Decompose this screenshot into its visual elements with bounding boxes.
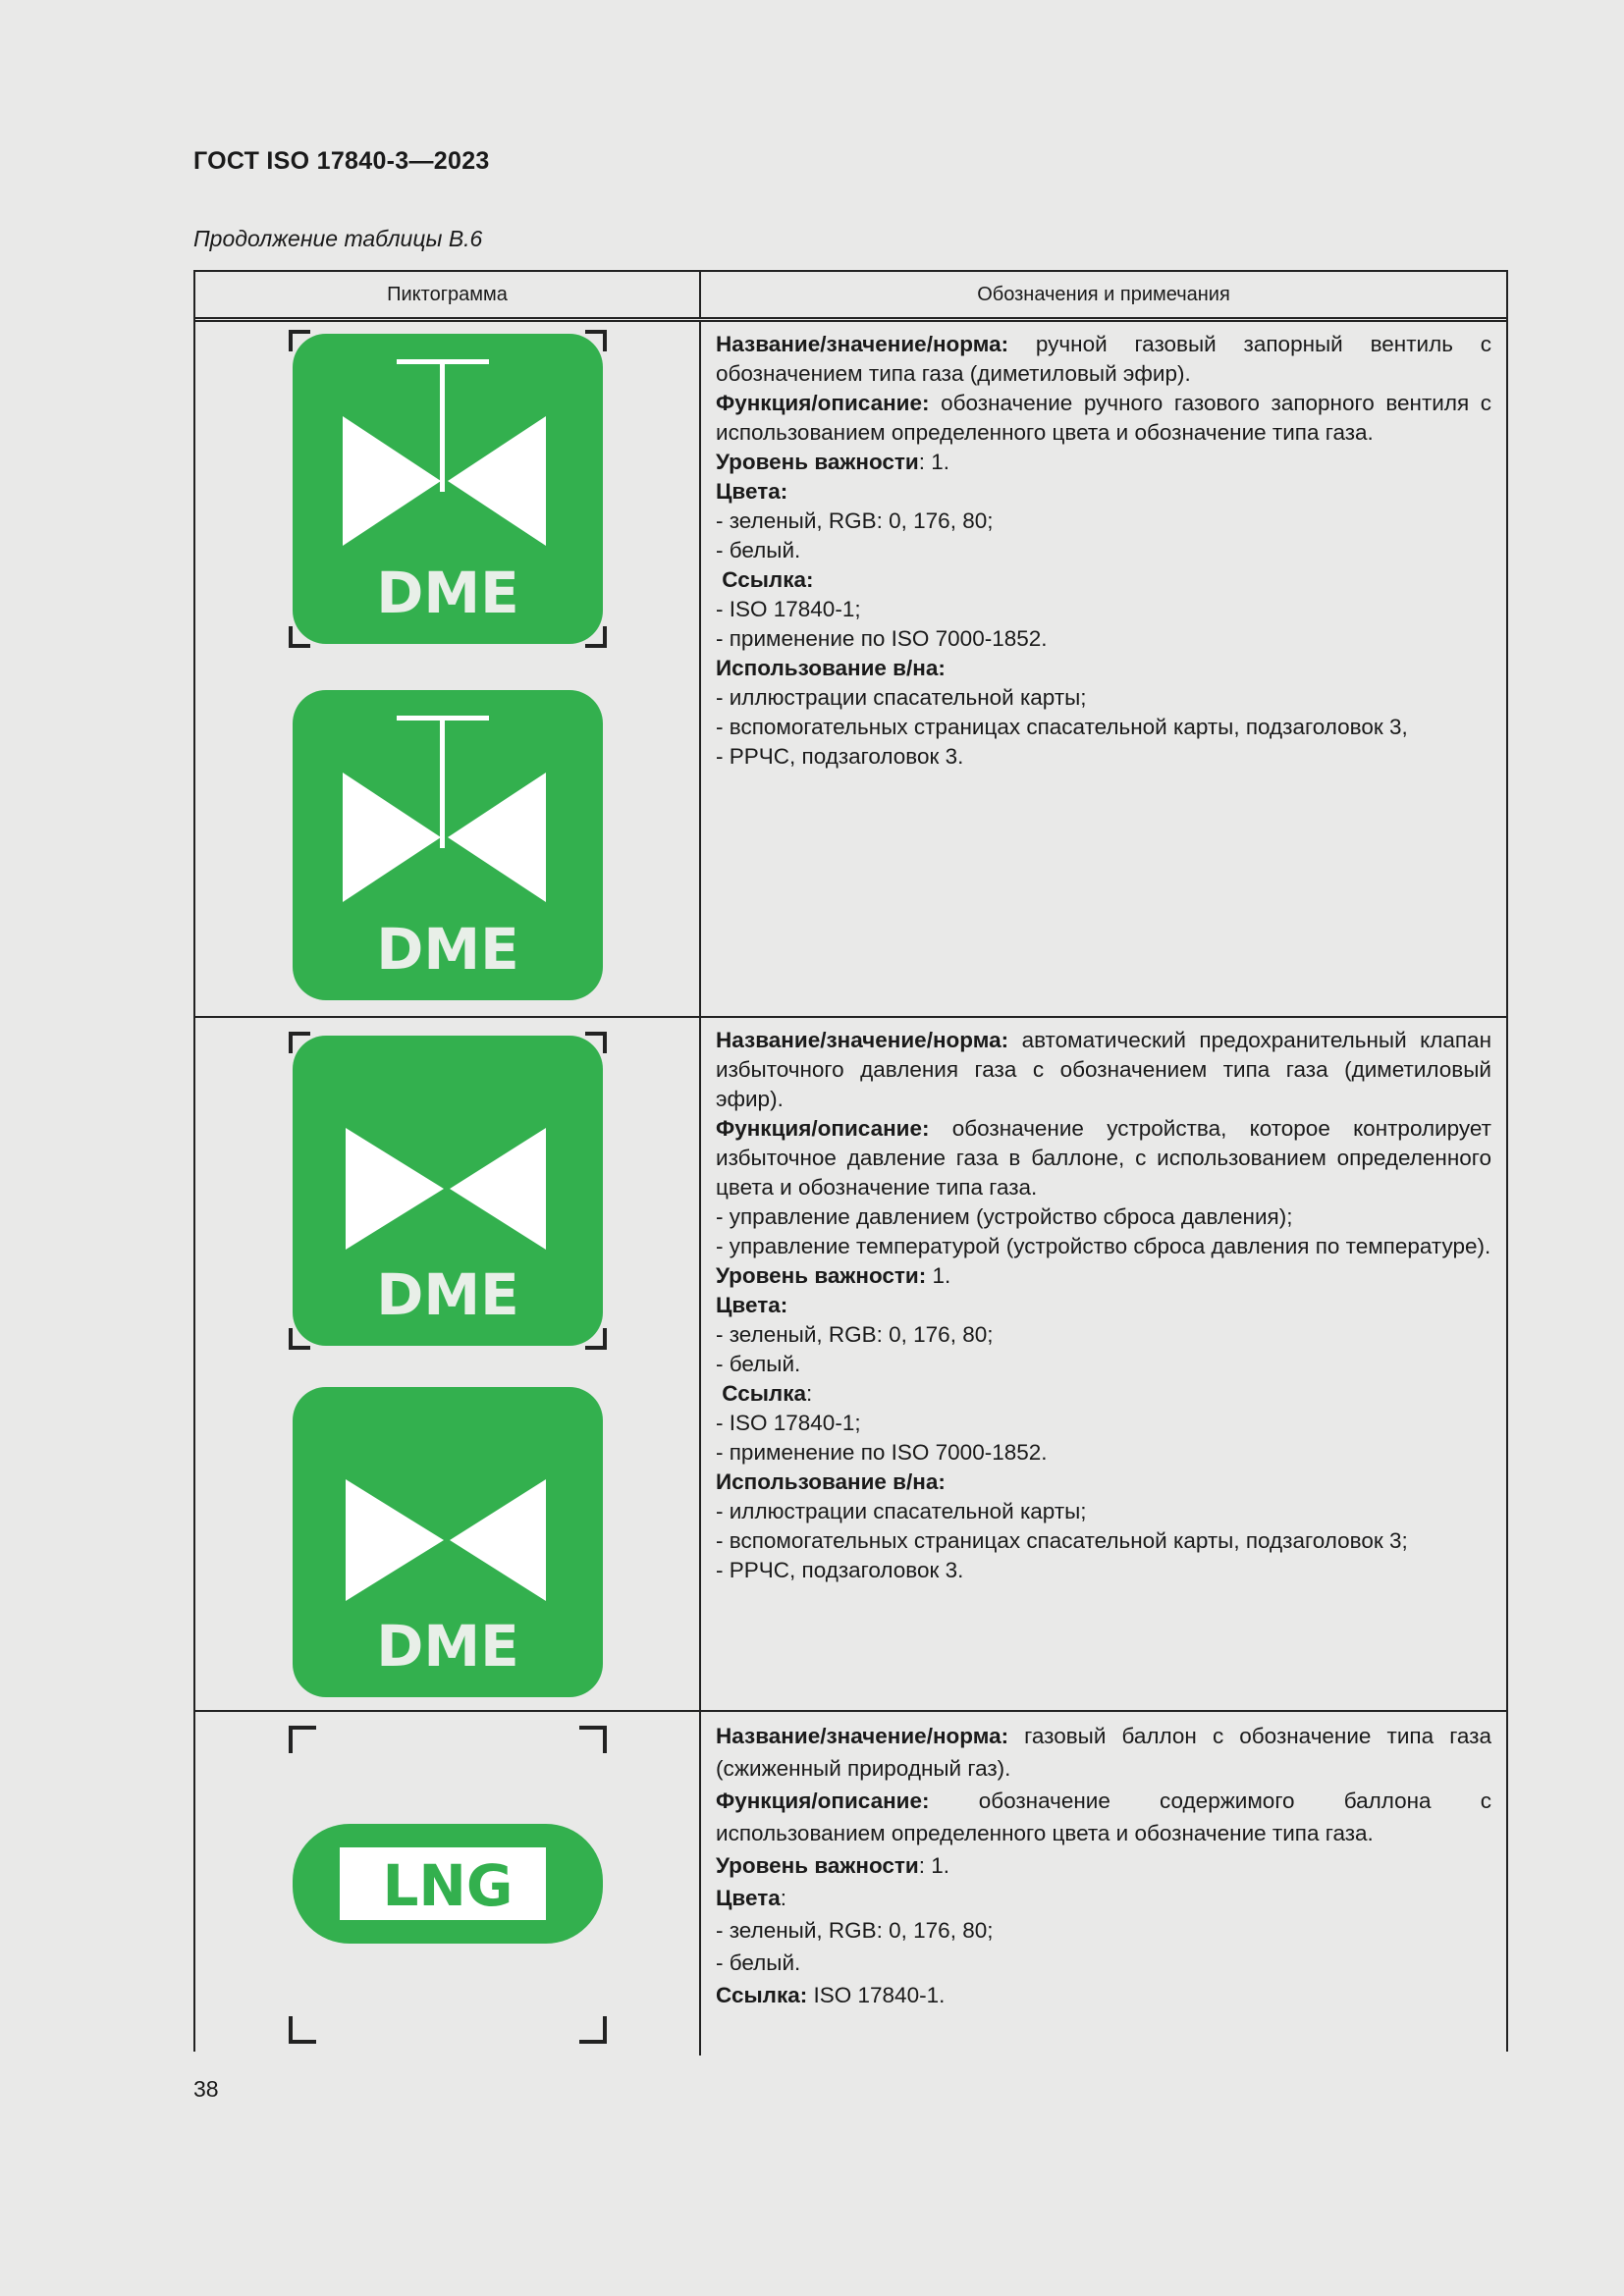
- colors-label: Цвета: [716, 1886, 781, 1910]
- colors-label: Цвета:: [716, 1293, 788, 1317]
- gas-cylinder-icon: [289, 1726, 607, 2044]
- reference-label: Ссылка: [716, 1381, 806, 1406]
- name-label: Название/значение/норма:: [716, 332, 1009, 356]
- reference-label: Ссылка:: [716, 567, 814, 592]
- table-row: [195, 1712, 1506, 2056]
- table-caption: Продолжение таблицы В.6: [193, 226, 483, 251]
- name-text: автоматический предохранительный клапан избыточного давления газа с обозначением типа газа (диметиловый эфир).: [716, 1028, 1491, 1111]
- pictogram-label: LNG: [382, 1852, 514, 1919]
- level-text: 1.: [926, 1263, 951, 1288]
- reference-item: - применение по ISO 7000-1852.: [716, 626, 1048, 651]
- function-text: обозначение устройства, которое контролирует избыточное давление газа в баллоне, с использованием определенного цвета и обозначение типа газа.: [716, 1116, 1491, 1200]
- notes-cell: [701, 322, 1506, 1016]
- column-header-notes: Обозначения и примечания: [977, 283, 1230, 305]
- reference-item: - применение по ISO 7000-1852.: [716, 1440, 1048, 1465]
- name-label: Название/значение/норма:: [716, 1028, 1009, 1052]
- table-row: [195, 322, 1506, 1018]
- pictogram-label: DME: [376, 1613, 519, 1680]
- manual-valve-icon: [289, 330, 607, 648]
- list-item: - управление давлением (устройство сброса давления);: [716, 1204, 1293, 1229]
- name-label: Название/значение/норма:: [716, 1724, 1009, 1748]
- pictogram-cell: [195, 1018, 701, 1710]
- document-header: ГОСТ ISO 17840-3—2023: [193, 147, 490, 175]
- color-item: - белый.: [716, 538, 801, 562]
- function-label: Функция/описание:: [716, 1789, 930, 1813]
- usage-item: - вспомогательных страницах спасательной карты, подзаголовок 3,: [716, 715, 1408, 739]
- column-header-pictogram: Пиктограмма: [195, 272, 701, 317]
- name-text: ручной газовый запорный вентиль с обозначением типа газа (диметиловый эфир).: [716, 332, 1491, 386]
- color-item: - белый.: [716, 1950, 801, 1975]
- notes-cell: [701, 1712, 1506, 2056]
- usage-item: - РРЧС, подзаголовок 3.: [716, 744, 964, 769]
- reference-item: - ISO 17840-1;: [716, 1411, 861, 1435]
- pictogram-cell: [195, 1712, 701, 2056]
- relief-valve-icon: [289, 1383, 607, 1701]
- pictogram-label: DME: [376, 1261, 519, 1328]
- function-text: обозначение ручного газового запорного вентиля с использованием определенного цвета и обозначение типа газа.: [716, 391, 1491, 445]
- table-row: [195, 1018, 1506, 1712]
- usage-item: - вспомогательных страницах спасательной карты, подзаголовок 3;: [716, 1528, 1408, 1553]
- reference-text: ISO 17840-1.: [807, 1983, 946, 2007]
- pictogram-table: [193, 270, 1508, 2052]
- reference-label: Ссылка:: [716, 1983, 808, 2007]
- notes-cell: [701, 1018, 1506, 1710]
- function-text: обозначение содержимого баллона с использованием определенного цвета и обозначение типа газа.: [716, 1789, 1491, 1845]
- function-label: Функция/описание:: [716, 1116, 930, 1141]
- color-item: - зеленый, RGB: 0, 176, 80;: [716, 508, 994, 533]
- level-label: Уровень важности: [716, 450, 919, 474]
- page-number: 38: [193, 2076, 219, 2102]
- name-text: газовый баллон с обозначение типа газа (сжиженный природный газ).: [716, 1724, 1491, 1781]
- level-label: Уровень важности:: [716, 1263, 927, 1288]
- colors-colon: :: [780, 1886, 786, 1910]
- usage-item: - иллюстрации спасательной карты;: [716, 685, 1087, 710]
- reference-item: - ISO 17840-1;: [716, 597, 861, 621]
- reference-colon: :: [806, 1381, 813, 1406]
- level-text: : 1.: [918, 1853, 950, 1878]
- usage-item: - РРЧС, подзаголовок 3.: [716, 1558, 964, 1582]
- usage-label: Использование в/на:: [716, 1469, 946, 1494]
- manual-valve-icon: [289, 686, 607, 1004]
- level-text: : 1.: [918, 450, 950, 474]
- pictogram-cell: [195, 322, 701, 1016]
- usage-item: - иллюстрации спасательной карты;: [716, 1499, 1087, 1523]
- list-item: - управление температурой (устройство сброса давления по температуре).: [716, 1234, 1491, 1258]
- color-item: - зеленый, RGB: 0, 176, 80;: [716, 1322, 994, 1347]
- relief-valve-icon: [289, 1032, 607, 1350]
- usage-label: Использование в/на:: [716, 656, 946, 680]
- pictogram-label: DME: [376, 916, 519, 983]
- pictogram-label: DME: [376, 560, 519, 626]
- colors-label: Цвета:: [716, 479, 788, 504]
- level-label: Уровень важности: [716, 1853, 919, 1878]
- function-label: Функция/описание:: [716, 391, 930, 415]
- table-header: [195, 272, 1506, 322]
- color-item: - белый.: [716, 1352, 801, 1376]
- color-item: - зеленый, RGB: 0, 176, 80;: [716, 1918, 994, 1943]
